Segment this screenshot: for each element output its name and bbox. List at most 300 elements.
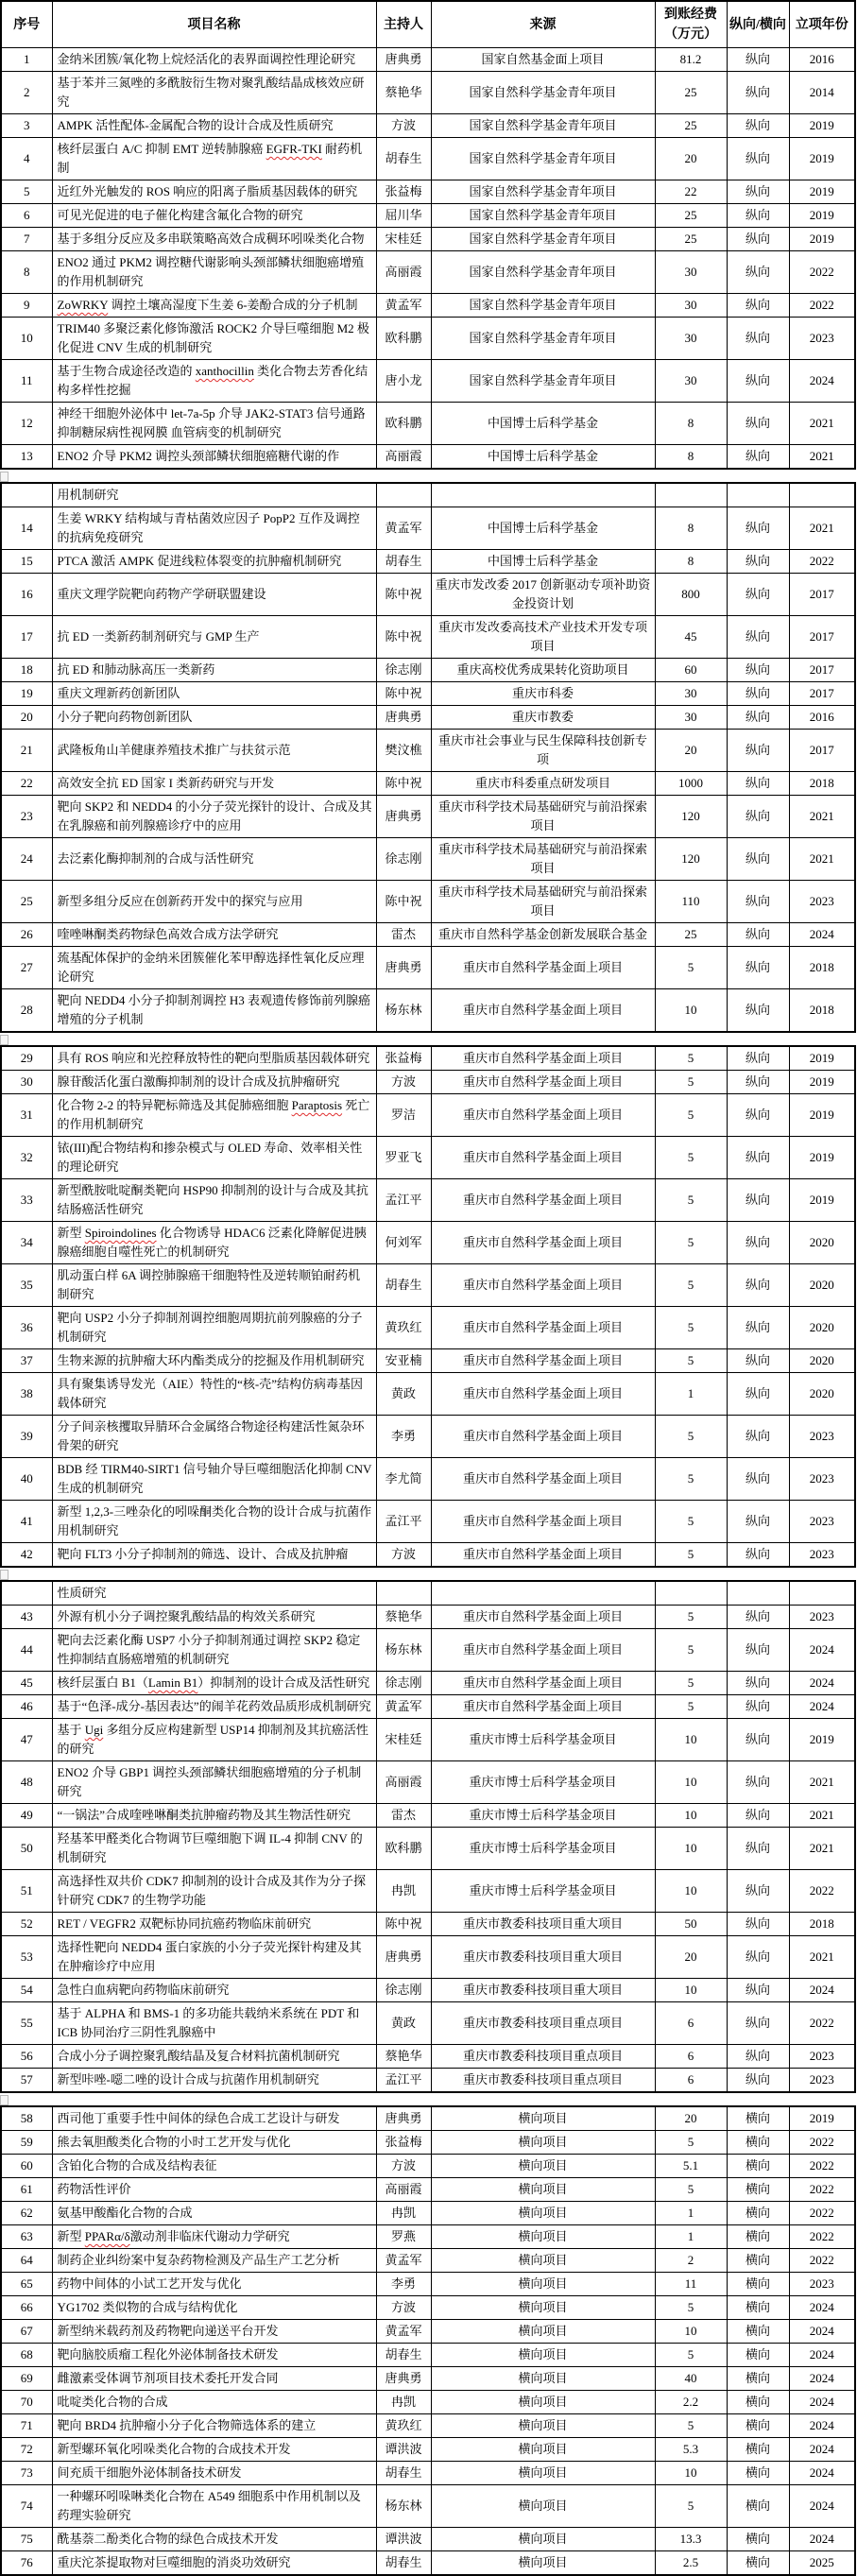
cell-year: 2019 [789, 1094, 855, 1137]
cell-no: 65 [1, 2273, 52, 2296]
cell-no: 16 [1, 574, 52, 616]
cell-no: 14 [1, 507, 52, 550]
table-row [1, 228, 855, 251]
cell-direction: 纵向 [727, 507, 789, 550]
table-row [1, 2367, 855, 2391]
table-row [1, 2131, 855, 2155]
cell-fund: 5 [655, 1416, 727, 1458]
cell-direction: 横向 [727, 2367, 789, 2391]
cell-direction: 纵向 [727, 772, 789, 796]
cell-direction: 纵向 [727, 1137, 789, 1179]
table-row [1, 72, 855, 114]
cell-name: 金纳米团簇/氧化物上烷烃活化的表界面调控性理论研究 [52, 48, 376, 72]
cell-pi: 黄玖红 [376, 1307, 431, 1349]
cell-pi: 张益梅 [376, 2131, 431, 2155]
cell-name: 急性白血病靶向药物临床前研究 [52, 1979, 376, 2002]
cell-name: RET / VEGFR2 双靶标协同抗癌药物临床前研究 [52, 1913, 376, 1936]
cell-direction: 纵向 [727, 1606, 789, 1629]
table-row [1, 2296, 855, 2320]
cell-year: 2017 [789, 682, 855, 706]
cell-direction: 纵向 [727, 1695, 789, 1719]
cell-direction: 纵向 [727, 403, 789, 445]
cell-year: 2019 [789, 180, 855, 204]
cell-pi: 孟江平 [376, 1179, 431, 1222]
cell-no: 3 [1, 114, 52, 138]
cell-name: 制药企业纠纷案中复杂药物检测及产品生产工艺分析 [52, 2249, 376, 2273]
cell-no: 28 [1, 989, 52, 1033]
cell-pi: 陈中祝 [376, 772, 431, 796]
cell-no: 45 [1, 1672, 52, 1695]
cell-fund: 5 [655, 1307, 727, 1349]
cell-no: 60 [1, 2155, 52, 2178]
cell-pi: 唐小龙 [376, 360, 431, 403]
cell-no: 32 [1, 1137, 52, 1179]
cell-year: 2019 [789, 1137, 855, 1179]
cell-name: ZoWRKY 调控土壤高湿度下生姜 6-姜酚合成的分子机制 [52, 294, 376, 318]
projects-table-page-4 [0, 1580, 856, 2093]
cell-no: 54 [1, 1979, 52, 2002]
cell-pi: 黄孟军 [376, 507, 431, 550]
cell-name: 新型 Spiroindolines 化合物诱导 HDAC6 泛素化降解促进胰腺癌细胞自噬性死亡的机制研究 [52, 1222, 376, 1264]
cell-year: 2018 [789, 989, 855, 1033]
cell-no: 24 [1, 838, 52, 881]
cell-direction: 纵向 [727, 1761, 789, 1804]
table-row [1, 1501, 855, 1543]
cell-source: 横向项目 [431, 2485, 655, 2528]
cell-source: 重庆市自然科学基金面上项目 [431, 947, 655, 989]
cell-fund: 5 [655, 2344, 727, 2367]
cell-source: 中国博士后科学基金 [431, 403, 655, 445]
cell-no: 37 [1, 1349, 52, 1373]
page-break-gap [0, 2093, 857, 2105]
table-row [1, 659, 855, 682]
cell-name: 含铂化合物的合成及结构表征 [52, 2155, 376, 2178]
cell-year: 2019 [789, 1719, 855, 1761]
table-row [1, 1804, 855, 1828]
cell-fund: 5.3 [655, 2438, 727, 2462]
cell-pi: 唐典勇 [376, 2106, 431, 2131]
cell-no: 11 [1, 360, 52, 403]
cell-source: 国家自然基金面上项目 [431, 48, 655, 72]
cell-source: 重庆市教委科技项目重点项目 [431, 2069, 655, 2093]
cell-fund: 10 [655, 1719, 727, 1761]
cell-no: 64 [1, 2249, 52, 2273]
cell-name: 靶向 BRD4 抗肿瘤小分子化合物筛选体系的建立 [52, 2414, 376, 2438]
cell-no: 70 [1, 2391, 52, 2414]
cell-year: 2024 [789, 2414, 855, 2438]
cell-year: 2022 [789, 251, 855, 294]
spellcheck-underline: Spiroindolines [84, 1226, 157, 1240]
cell-no: 43 [1, 1606, 52, 1629]
cell-direction: 纵向 [727, 1719, 789, 1761]
cell-pi: 方波 [376, 114, 431, 138]
cell-pi: 陈中祝 [376, 1913, 431, 1936]
cell-direction: 横向 [727, 2202, 789, 2225]
cell-year: 2022 [789, 2131, 855, 2155]
cell-year: 2021 [789, 1936, 855, 1979]
spellcheck-underline: PPARα/δ [84, 2229, 130, 2243]
cell-pi: 李勇 [376, 1416, 431, 1458]
cell-no: 40 [1, 1458, 52, 1501]
cell-source: 重庆市科学技术局基础研究与前沿探索项目 [431, 796, 655, 838]
cell-year: 2021 [789, 445, 855, 470]
cell-source: 重庆市博士后科学基金项目 [431, 1719, 655, 1761]
table-row [1, 1543, 855, 1568]
cell-fund: 5 [655, 1543, 727, 1568]
cell-pi: 雷杰 [376, 1804, 431, 1828]
cell-pi: 罗亚飞 [376, 1137, 431, 1179]
cell-fund: 5 [655, 1094, 727, 1137]
cell-name: 基于 Ugi 多组分反应构建新型 USP14 抑制剂及其抗癌活性的研究 [52, 1719, 376, 1761]
cell-source: 重庆市发改委 2017 创新驱动专项补助资金投资计划 [431, 574, 655, 616]
cell-source: 横向项目 [431, 2438, 655, 2462]
cell-direction: 纵向 [727, 360, 789, 403]
cell-name: 具有 ROS 响应和光控释放特性的靶向型脂质基因载体研究 [52, 1046, 376, 1071]
cell-name: YG1702 类似物的合成与结构优化 [52, 2296, 376, 2320]
cell-no: 21 [1, 730, 52, 772]
cell-year: 2024 [789, 2485, 855, 2528]
table-row [1, 2249, 855, 2273]
page-break-gap [0, 1033, 857, 1045]
page-break-marker [0, 2095, 9, 2105]
cell-source: 重庆市教委科技项目重点项目 [431, 2045, 655, 2069]
cell-name: 小分子靶向药物创新团队 [52, 706, 376, 730]
cell-year: 2014 [789, 72, 855, 114]
cell-name: 腺苷酸活化蛋白激酶抑制剂的设计合成及抗肿瘤研究 [52, 1071, 376, 1094]
cell-year: 2024 [789, 2462, 855, 2485]
table-row [1, 251, 855, 294]
cell-name: 近红外光触发的 ROS 响应的阳离子脂质基因载体的研究 [52, 180, 376, 204]
cell-fund: 2.5 [655, 2551, 727, 2576]
cell-name: 去泛素化酶抑制剂的合成与活性研究 [52, 838, 376, 881]
cell-pi: 陈中祝 [376, 616, 431, 659]
cell-pi: 陈中祝 [376, 881, 431, 923]
cell-name: 高效安全抗 ED 国家 I 类新药研究与开发 [52, 772, 376, 796]
col-header-direction: 纵向/横向 [727, 1, 789, 48]
col-header-year: 立项年份 [789, 1, 855, 48]
cell-name: 基于 ALPHA 和 BMS-1 的多功能共载纳米系统在 PDT 和 ICB 协同治疗三阴性乳腺癌中 [52, 2002, 376, 2045]
table-row [1, 1719, 855, 1761]
cell-source: 中国博士后科学基金 [431, 507, 655, 550]
cell-no: 58 [1, 2106, 52, 2131]
cell-source: 重庆市博士后科学基金项目 [431, 1870, 655, 1913]
cell-direction: 纵向 [727, 947, 789, 989]
cell-source: 重庆市自然科学基金面上项目 [431, 1222, 655, 1264]
table-row [1, 947, 855, 989]
cell-source: 重庆市科委 [431, 682, 655, 706]
cell-no: 27 [1, 947, 52, 989]
cell-source: 国家自然科学基金青年项目 [431, 204, 655, 228]
cell-fund: 5 [655, 947, 727, 989]
cell-no: 76 [1, 2551, 52, 2576]
cell-direction: 横向 [727, 2178, 789, 2202]
cell-no: 63 [1, 2225, 52, 2249]
table-row [1, 2485, 855, 2528]
table-row [1, 1071, 855, 1094]
cell-name: 具有聚集诱导发光（AIE）特性的“核-壳”结构仿病毒基因载体研究 [52, 1373, 376, 1416]
table-row [1, 2528, 855, 2551]
cell-pi: 黄孟军 [376, 294, 431, 318]
cell-year [789, 483, 855, 507]
cell-fund: 2.2 [655, 2391, 727, 2414]
table-row [1, 2320, 855, 2344]
cell-direction: 纵向 [727, 1349, 789, 1373]
cell-no: 17 [1, 616, 52, 659]
cell-source: 横向项目 [431, 2551, 655, 2576]
table-row [1, 2391, 855, 2414]
cell-no: 22 [1, 772, 52, 796]
cell-no: 41 [1, 1501, 52, 1543]
cell-pi: 徐志刚 [376, 659, 431, 682]
col-header-fund: 到账经费（万元） [655, 1, 727, 48]
cell-source: 国家自然科学基金青年项目 [431, 228, 655, 251]
cell-year: 2021 [789, 1828, 855, 1870]
cell-fund: 6 [655, 2045, 727, 2069]
cell-fund: 5 [655, 1222, 727, 1264]
cell-pi: 方波 [376, 1543, 431, 1568]
cell-direction: 纵向 [727, 294, 789, 318]
cell-year: 2023 [789, 2069, 855, 2093]
cell-pi: 唐典勇 [376, 2367, 431, 2391]
cell-year: 2023 [789, 881, 855, 923]
cell-year: 2024 [789, 2528, 855, 2551]
cell-source: 横向项目 [431, 2344, 655, 2367]
cell-pi: 张益梅 [376, 1046, 431, 1071]
cell-direction: 横向 [727, 2485, 789, 2528]
cell-source: 重庆市自然科学基金面上项目 [431, 1071, 655, 1094]
cell-source: 重庆市自然科学基金面上项目 [431, 1501, 655, 1543]
cell-year: 2024 [789, 1629, 855, 1672]
cell-direction: 横向 [727, 2155, 789, 2178]
cell-year: 2019 [789, 2106, 855, 2131]
cell-name: 基于多组分反应及多串联策略高效合成稠环吲哚类化合物 [52, 228, 376, 251]
cell-year: 2020 [789, 1373, 855, 1416]
cell-fund: 20 [655, 2106, 727, 2131]
cell-name: 巯基配体保护的金纳米团簇催化苯甲醇选择性氧化反应理论研究 [52, 947, 376, 989]
cell-fund: 5 [655, 1046, 727, 1071]
cell-fund: 25 [655, 114, 727, 138]
cell-no: 56 [1, 2045, 52, 2069]
cell-name: 基于生物合成途径改造的 xanthocillin 类化合物去芳香化结构多样性挖掘 [52, 360, 376, 403]
cell-year: 2024 [789, 2438, 855, 2462]
cell-pi: 罗燕 [376, 2225, 431, 2249]
cell-fund: 5 [655, 1071, 727, 1094]
cell-no: 59 [1, 2131, 52, 2155]
cell-no: 9 [1, 294, 52, 318]
table-row [1, 1222, 855, 1264]
cell-source: 横向项目 [431, 2367, 655, 2391]
cell-name: 核纤层蛋白 A/C 抑制 EMT 逆转肺腺癌 EGFR-TKI 耐药机制 [52, 138, 376, 180]
cell-fund: 30 [655, 360, 727, 403]
cell-fund: 5 [655, 2414, 727, 2438]
cell-year: 2022 [789, 2178, 855, 2202]
cell-no: 7 [1, 228, 52, 251]
cell-name: 靶向 FLT3 小分子抑制剂的筛选、设计、合成及抗肿瘤 [52, 1543, 376, 1568]
cell-direction: 横向 [727, 2438, 789, 2462]
cell-name: 外源有机小分子调控聚乳酸结晶的构效关系研究 [52, 1606, 376, 1629]
cell-direction: 横向 [727, 2414, 789, 2438]
cell-no: 13 [1, 445, 52, 470]
cell-source: 重庆市自然科学基金创新发展联合基金 [431, 923, 655, 947]
cell-year: 2019 [789, 1179, 855, 1222]
cell-fund: 25 [655, 72, 727, 114]
cell-fund: 5 [655, 1695, 727, 1719]
table-row [1, 1179, 855, 1222]
cell-fund: 11 [655, 2273, 727, 2296]
projects-table-page-2 [0, 482, 856, 1033]
table-row [1, 2551, 855, 2576]
spellcheck-underline: xanthocillin [195, 364, 254, 378]
cell-direction: 纵向 [727, 318, 789, 360]
cell-source: 国家自然科学基金青年项目 [431, 138, 655, 180]
cell-pi: 谭洪波 [376, 2438, 431, 2462]
cell-no: 8 [1, 251, 52, 294]
cell-year: 2021 [789, 403, 855, 445]
cell-pi: 宋桂廷 [376, 1719, 431, 1761]
table-row [1, 1913, 855, 1936]
cell-pi: 蔡艳华 [376, 72, 431, 114]
table-row [1, 1349, 855, 1373]
cell-fund: 10 [655, 1761, 727, 1804]
cell-name: 抗 ED 和肺动脉高压一类新药 [52, 659, 376, 682]
cell-year [789, 1581, 855, 1606]
cell-fund: 5 [655, 1672, 727, 1695]
table-row [1, 2462, 855, 2485]
cell-name: 酰基萘二酚类化合物的绿色合成技术开发 [52, 2528, 376, 2551]
cell-no: 31 [1, 1094, 52, 1137]
cell-direction: 纵向 [727, 1870, 789, 1913]
col-header-source: 来源 [431, 1, 655, 48]
cell-pi: 陈中祝 [376, 574, 431, 616]
cell-source: 中国博士后科学基金 [431, 550, 655, 574]
cell-no: 53 [1, 1936, 52, 1979]
cell-name: 神经干细胞外泌体中 let-7a-5p 介导 JAK2-STAT3 信号通路抑制糖尿病性视网膜 血管病变的机制研究 [52, 403, 376, 445]
cell-source: 国家自然科学基金青年项目 [431, 360, 655, 403]
cell-fund: 1000 [655, 772, 727, 796]
cell-pi: 高丽霞 [376, 2178, 431, 2202]
cell-name: 铱(III)配合物结构和掺杂模式与 OLED 寿命、效率相关性的理论研究 [52, 1137, 376, 1179]
cell-pi: 胡春生 [376, 138, 431, 180]
cell-pi: 宋桂廷 [376, 228, 431, 251]
cell-source: 重庆市发改委高技术产业技术开发专项项目 [431, 616, 655, 659]
table-row-continuation [1, 483, 855, 507]
cell-name: 生姜 WRKY 结构域与青枯菌效应因子 PopP2 互作及调控的抗病免疫研究 [52, 507, 376, 550]
cell-fund: 25 [655, 923, 727, 947]
projects-table-page-1 [0, 0, 856, 470]
cell-direction: 纵向 [727, 1046, 789, 1071]
cell-year: 2022 [789, 1870, 855, 1913]
cell-fund: 22 [655, 180, 727, 204]
cell-pi: 孟江平 [376, 1501, 431, 1543]
cell-pi: 何刘军 [376, 1222, 431, 1264]
cell-source: 重庆市自然科学基金面上项目 [431, 1695, 655, 1719]
cell-fund: 81.2 [655, 48, 727, 72]
cell-pi: 胡春生 [376, 2551, 431, 2576]
table-row [1, 403, 855, 445]
cell-name: 高选择性双共价 CDK7 抑制剂的设计合成及其作为分子探针研究 CDK7 的生物学功能 [52, 1870, 376, 1913]
cell-direction: 纵向 [727, 2045, 789, 2069]
cell-fund: 5 [655, 2485, 727, 2528]
cell-year: 2023 [789, 1606, 855, 1629]
cell-year: 2021 [789, 796, 855, 838]
cell-pi: 李勇 [376, 2273, 431, 2296]
cell-source: 重庆市社会事业与民生保障科技创新专项 [431, 730, 655, 772]
cell-year: 2024 [789, 1695, 855, 1719]
cell-source: 重庆市自然科学基金面上项目 [431, 1349, 655, 1373]
cell-year: 2022 [789, 2225, 855, 2249]
cell-year: 2022 [789, 2155, 855, 2178]
cell-year: 2020 [789, 1222, 855, 1264]
cell-year: 2021 [789, 1761, 855, 1804]
cell-source: 重庆市自然科学基金面上项目 [431, 1264, 655, 1307]
cell-direction: 纵向 [727, 574, 789, 616]
table-row [1, 1828, 855, 1870]
cell-pi: 蔡艳华 [376, 1606, 431, 1629]
cell-fund: 25 [655, 228, 727, 251]
cell-pi: 樊汶樵 [376, 730, 431, 772]
table-row [1, 1695, 855, 1719]
cell-pi: 黄孟军 [376, 2249, 431, 2273]
cell-pi: 唐典勇 [376, 48, 431, 72]
cell-direction: 纵向 [727, 1458, 789, 1501]
table-row [1, 1936, 855, 1979]
cell-source: 重庆市自然科学基金面上项目 [431, 1137, 655, 1179]
cell-source: 重庆市自然科学基金面上项目 [431, 1416, 655, 1458]
cell-year: 2019 [789, 204, 855, 228]
cell-source: 重庆市博士后科学基金项目 [431, 1804, 655, 1828]
page-break-marker [0, 1035, 9, 1045]
cell-direction: 纵向 [727, 730, 789, 772]
cell-name: 熊去氧胆酸类化合物的小时工艺开发与优化 [52, 2131, 376, 2155]
cell-fund: 5 [655, 1501, 727, 1543]
cell-source: 重庆高校优秀成果转化资助项目 [431, 659, 655, 682]
cell-no: 18 [1, 659, 52, 682]
cell-source: 国家自然科学基金青年项目 [431, 114, 655, 138]
cell-name: 生物来源的抗肿瘤大环内酯类成分的挖掘及作用机制研究 [52, 1349, 376, 1373]
cell-year: 2018 [789, 772, 855, 796]
cell-fund: 8 [655, 507, 727, 550]
table-row-continuation [1, 1581, 855, 1606]
cell-no: 12 [1, 403, 52, 445]
cell-no: 19 [1, 682, 52, 706]
cell-name: 重庆文理学院靶向药物产学研联盟建设 [52, 574, 376, 616]
cell-fund: 30 [655, 682, 727, 706]
cell-year: 2017 [789, 659, 855, 682]
cell-name: 新型多组分反应在创新药开发中的探究与应用 [52, 881, 376, 923]
cell-name: 肌动蛋白样 6A 调控肺腺癌干细胞特性及逆转顺铂耐药机制研究 [52, 1264, 376, 1307]
cell-source: 重庆市自然科学基金面上项目 [431, 1373, 655, 1416]
cell-direction: 纵向 [727, 1913, 789, 1936]
cell-name: 核纤层蛋白 B1（Lamin B1）抑制剂的设计合成及活性研究 [52, 1672, 376, 1695]
cell-source: 横向项目 [431, 2225, 655, 2249]
cell-no: 50 [1, 1828, 52, 1870]
table-row [1, 2225, 855, 2249]
table-row [1, 445, 855, 470]
cell-no: 23 [1, 796, 52, 838]
cell-no: 51 [1, 1870, 52, 1913]
cell-no: 2 [1, 72, 52, 114]
table-row [1, 616, 855, 659]
cell-no: 35 [1, 1264, 52, 1307]
cell-pi: 黄玖红 [376, 2414, 431, 2438]
cell-no: 15 [1, 550, 52, 574]
cell-direction: 纵向 [727, 138, 789, 180]
cell-year: 2024 [789, 2296, 855, 2320]
cell-source: 重庆市自然科学基金面上项目 [431, 1629, 655, 1672]
table-row [1, 1137, 855, 1179]
cell-year: 2024 [789, 923, 855, 947]
page-break-gap [0, 470, 857, 482]
